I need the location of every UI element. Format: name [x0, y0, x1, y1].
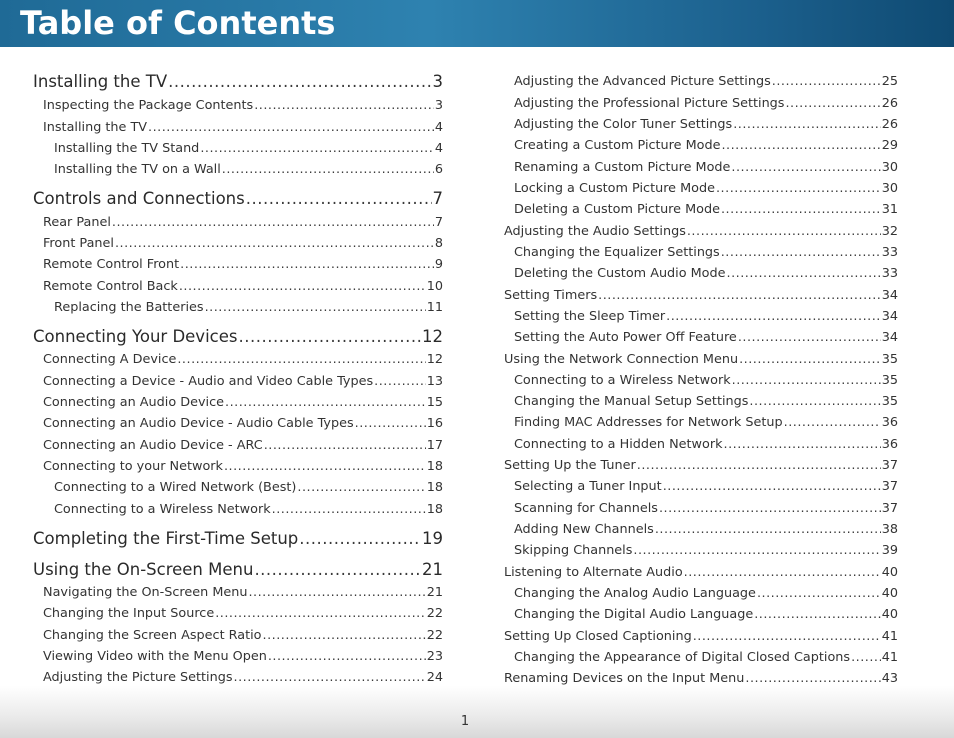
toc-entry-page: 43: [881, 671, 898, 686]
toc-entry-title: Using the Network Connection Menu: [504, 352, 739, 367]
toc-dot-leader: [772, 74, 881, 89]
toc-dot-leader: [268, 649, 426, 664]
toc-entry-page: 37: [881, 501, 898, 516]
toc-entry[interactable]: [514, 96, 898, 111]
toc-entry[interactable]: [504, 288, 898, 303]
toc-entry-page: 22: [426, 628, 443, 643]
toc-entry[interactable]: [514, 394, 898, 409]
toc-entry[interactable]: [504, 565, 898, 580]
toc-entry[interactable]: [504, 352, 898, 367]
toc-dot-leader: [745, 671, 880, 686]
toc-entry-page: 31: [881, 202, 898, 217]
toc-entry-title: Installing the TV on a Wall: [54, 162, 221, 177]
toc-dot-leader: [727, 266, 881, 281]
toc-entry-page: 36: [881, 437, 898, 452]
toc-entry-page: 40: [881, 565, 898, 580]
toc-entry[interactable]: [43, 416, 443, 431]
toc-entry-page: 23: [426, 649, 443, 664]
toc-entry-title: Scanning for Channels: [514, 501, 658, 516]
toc-entry-title: Adjusting the Advanced Picture Settings: [514, 74, 771, 89]
toc-entry-title: Setting Timers: [504, 288, 598, 303]
toc-entry-title: Adjusting the Audio Settings: [504, 224, 686, 239]
toc-dot-leader: [633, 543, 880, 558]
toc-entry-title: Listening to Alternate Audio: [504, 565, 683, 580]
toc-entry-page: 39: [881, 543, 898, 558]
toc-dot-leader: [355, 416, 426, 431]
toc-entry-page: 9: [434, 257, 443, 272]
toc-entry-title: Inspecting the Package Contents: [43, 98, 254, 113]
toc-dot-leader: [263, 628, 426, 643]
toc-entry[interactable]: [43, 257, 443, 272]
toc-entry[interactable]: [33, 189, 443, 208]
toc-entry[interactable]: [514, 266, 898, 281]
toc-entry[interactable]: [33, 327, 443, 346]
toc-entry[interactable]: [514, 202, 898, 217]
toc-entry[interactable]: [514, 309, 898, 324]
toc-entry-page: 41: [881, 650, 898, 665]
toc-entry[interactable]: [514, 74, 898, 89]
toc-entry-title: Deleting a Custom Picture Mode: [514, 202, 720, 217]
toc-entry-title: Connecting an Audio Device: [43, 395, 224, 410]
toc-dot-leader: [659, 501, 881, 516]
toc-entry-title: Adjusting the Picture Settings: [43, 670, 233, 685]
toc-entry-title: Connecting to a Hidden Network: [514, 437, 723, 452]
toc-entry-page: 22: [426, 606, 443, 621]
toc-entry-page: 16: [426, 416, 443, 431]
toc-entry-page: 34: [881, 330, 898, 345]
toc-entry[interactable]: [514, 415, 898, 430]
toc-entry[interactable]: [514, 160, 898, 175]
toc-dot-leader: [112, 215, 434, 230]
toc-entry-title: Changing the Manual Setup Settings: [514, 394, 749, 409]
toc-entry-title: Remote Control Back: [43, 279, 178, 294]
toc-entry[interactable]: [43, 215, 443, 230]
toc-dot-leader: [222, 162, 434, 177]
toc-entry-title: Viewing Video with the Menu Open: [43, 649, 267, 664]
toc-entry-title: Locking a Custom Picture Mode: [514, 181, 715, 196]
toc-entry-page: 10: [426, 279, 443, 294]
toc-entry-page: 11: [426, 300, 443, 315]
toc-dot-leader: [684, 565, 881, 580]
toc-entry-title: Finding MAC Addresses for Network Setup: [514, 415, 783, 430]
toc-entry-page: 21: [422, 560, 443, 579]
toc-dot-leader: [733, 117, 881, 132]
toc-entry-title: Renaming a Custom Picture Mode: [514, 160, 731, 175]
page-title: Table of Contents: [20, 4, 336, 42]
toc-entry-page: 24: [426, 670, 443, 685]
toc-entry[interactable]: [504, 458, 898, 473]
toc-entry-page: 29: [881, 138, 898, 153]
toc-entry-title: Installing the TV Stand: [54, 141, 200, 156]
toc-entry-page: 12: [422, 327, 443, 346]
toc-entry-page: 18: [426, 459, 443, 474]
toc-entry-title: Setting Up Closed Captioning: [504, 629, 692, 644]
toc-entry[interactable]: [504, 629, 898, 644]
toc-dot-leader: [254, 98, 434, 113]
toc-entry-title: Changing the Appearance of Digital Closed Captions: [514, 650, 851, 665]
toc-dot-leader: [785, 96, 880, 111]
toc-entry-page: 38: [881, 522, 898, 537]
toc-dot-leader: [297, 480, 425, 495]
toc-entry-title: Connecting a Device - Audio and Video Cable Types: [43, 374, 374, 389]
toc-entry-title: Connecting to a Wireless Network: [514, 373, 731, 388]
toc-entry-page: 41: [881, 629, 898, 644]
toc-dot-leader: [666, 309, 881, 324]
toc-entry-title: Setting the Sleep Timer: [514, 309, 666, 324]
toc-entry-page: 36: [881, 415, 898, 430]
toc-dot-leader: [180, 257, 434, 272]
toc-dot-leader: [655, 522, 881, 537]
toc-entry-title: Using the On-Screen Menu: [33, 560, 254, 579]
toc-dot-leader: [732, 373, 881, 388]
toc-dot-leader: [738, 330, 881, 345]
toc-entry-page: 18: [426, 480, 443, 495]
toc-entry-page: 21: [426, 585, 443, 600]
toc-entry-title: Adjusting the Professional Picture Settings: [514, 96, 785, 111]
toc-entry-page: 4: [434, 120, 443, 135]
toc-entry[interactable]: [504, 224, 898, 239]
toc-entry-page: 3: [434, 98, 443, 113]
toc-entry[interactable]: [514, 650, 898, 665]
toc-dot-leader: [693, 629, 881, 644]
toc-dot-leader: [754, 607, 880, 622]
toc-entry[interactable]: [514, 522, 898, 537]
toc-entry[interactable]: [514, 501, 898, 516]
toc-entry-title: Replacing the Batteries: [54, 300, 204, 315]
toc-entry-page: 6: [434, 162, 443, 177]
toc-entry-page: 13: [426, 374, 443, 389]
toc-entry-page: 37: [881, 479, 898, 494]
toc-entry-page: 40: [881, 607, 898, 622]
toc-entry-title: Installing the TV: [33, 72, 168, 91]
toc-entry-title: Setting the Auto Power Off Feature: [514, 330, 737, 345]
toc-entry-title: Setting Up the Tuner: [504, 458, 636, 473]
toc-entry-page: 15: [426, 395, 443, 410]
toc-entry[interactable]: [43, 628, 443, 643]
toc-entry-title: Connecting Your Devices: [33, 327, 238, 346]
toc-entry-title: Connecting A Device: [43, 352, 177, 367]
toc-entry[interactable]: [43, 374, 443, 389]
toc-entry[interactable]: [33, 72, 443, 91]
toc-entry[interactable]: [43, 438, 443, 453]
toc-entry-page: 30: [881, 160, 898, 175]
toc-entry-page: 8: [434, 236, 443, 251]
toc-entry-title: Connecting an Audio Device - ARC: [43, 438, 263, 453]
toc-entry-title: Adding New Channels: [514, 522, 654, 537]
toc-entry-title: Connecting an Audio Device - Audio Cable Types: [43, 416, 354, 431]
toc-dot-leader: [205, 300, 426, 315]
toc-entry[interactable]: [504, 671, 898, 686]
toc-entry-page: 17: [426, 438, 443, 453]
toc-entry[interactable]: [514, 373, 898, 388]
toc-entry-page: 12: [426, 352, 443, 367]
toc-dot-leader: [749, 394, 880, 409]
toc-entry[interactable]: [54, 480, 443, 495]
toc-entry-page: 40: [881, 586, 898, 601]
toc-dot-leader: [374, 374, 426, 389]
toc-entry[interactable]: [514, 245, 898, 260]
toc-entry[interactable]: [43, 395, 443, 410]
toc-entry-page: 7: [432, 189, 443, 208]
toc-dot-leader: [238, 327, 421, 346]
toc-dot-leader: [598, 288, 881, 303]
toc-dot-leader: [272, 502, 426, 517]
toc-entry[interactable]: [43, 352, 443, 367]
toc-entry-page: 25: [881, 74, 898, 89]
toc-entry[interactable]: [43, 459, 443, 474]
toc-entry-page: 18: [426, 502, 443, 517]
toc-entry[interactable]: [43, 585, 443, 600]
toc-entry-page: 30: [881, 181, 898, 196]
toc-entry[interactable]: [514, 479, 898, 494]
toc-entry-page: 26: [881, 117, 898, 132]
toc-entry[interactable]: [54, 141, 443, 156]
toc-dot-leader: [299, 529, 421, 548]
toc-dot-leader: [225, 395, 426, 410]
toc-dot-leader: [739, 352, 881, 367]
toc-entry-title: Changing the Screen Aspect Ratio: [43, 628, 262, 643]
toc-entry-title: Changing the Input Source: [43, 606, 215, 621]
toc-entry-title: Selecting a Tuner Input: [514, 479, 662, 494]
toc-entry-title: Navigating the On-Screen Menu: [43, 585, 248, 600]
toc-dot-leader: [179, 279, 426, 294]
toc-entry[interactable]: [514, 181, 898, 196]
toc-dot-leader: [246, 189, 432, 208]
toc-dot-leader: [663, 479, 881, 494]
toc-entry[interactable]: [33, 560, 443, 579]
toc-dot-leader: [224, 459, 426, 474]
toc-entry-title: Adjusting the Color Tuner Settings: [514, 117, 733, 132]
toc-entry[interactable]: [514, 607, 898, 622]
toc-entry[interactable]: [43, 279, 443, 294]
toc-entry-title: Connecting to a Wireless Network: [54, 502, 271, 517]
toc-entry-title: Deleting the Custom Audio Mode: [514, 266, 726, 281]
toc-entry-title: Controls and Connections: [33, 189, 245, 208]
toc-entry-title: Connecting to a Wired Network (Best): [54, 480, 297, 495]
toc-dot-leader: [248, 585, 425, 600]
toc-dot-leader: [757, 586, 881, 601]
toc-dot-leader: [851, 650, 881, 665]
toc-entry-page: 37: [881, 458, 898, 473]
toc-dot-leader: [254, 560, 421, 579]
toc-entry[interactable]: [54, 162, 443, 177]
toc-entry-page: 35: [881, 352, 898, 367]
toc-dot-leader: [177, 352, 425, 367]
toc-entry-title: Front Panel: [43, 236, 114, 251]
toc-entry[interactable]: [43, 649, 443, 664]
toc-dot-leader: [168, 72, 431, 91]
toc-entry[interactable]: [514, 437, 898, 452]
toc-dot-leader: [200, 141, 434, 156]
toc-entry[interactable]: [514, 138, 898, 153]
toc-entry-title: Changing the Equalizer Settings: [514, 245, 720, 260]
toc-entry[interactable]: [43, 236, 443, 251]
toc-entry[interactable]: [514, 586, 898, 601]
toc-entry[interactable]: [54, 300, 443, 315]
toc-entry-page: 33: [881, 266, 898, 281]
toc-entry-title: Changing the Digital Audio Language: [514, 607, 754, 622]
toc-entry-title: Renaming Devices on the Input Menu: [504, 671, 745, 686]
toc-dot-leader: [721, 138, 880, 153]
page-number: 1: [460, 714, 470, 729]
toc-entry-page: 35: [881, 373, 898, 388]
toc-entry-title: Remote Control Front: [43, 257, 180, 272]
toc-entry-title: Rear Panel: [43, 215, 111, 230]
toc-dot-leader: [637, 458, 881, 473]
toc-entry-title: Installing the TV: [43, 120, 148, 135]
toc-entry[interactable]: [43, 120, 443, 135]
toc-dot-leader: [731, 160, 880, 175]
toc-entry-page: 19: [422, 529, 443, 548]
toc-entry[interactable]: [33, 529, 443, 548]
toc-entry-page: 7: [434, 215, 443, 230]
toc-dot-leader: [784, 415, 881, 430]
toc-entry-page: 26: [881, 96, 898, 111]
toc-entry-page: 35: [881, 394, 898, 409]
toc-entry-title: Skipping Channels: [514, 543, 633, 558]
toc-entry[interactable]: [43, 98, 443, 113]
toc-entry[interactable]: [43, 670, 443, 685]
toc-entry[interactable]: [514, 330, 898, 345]
toc-dot-leader: [115, 236, 434, 251]
toc-entry-title: Connecting to your Network: [43, 459, 223, 474]
toc-dot-leader: [716, 181, 881, 196]
toc-entry-page: 33: [881, 245, 898, 260]
toc-dot-leader: [264, 438, 426, 453]
toc-dot-leader: [148, 120, 434, 135]
toc-entry-page: 32: [881, 224, 898, 239]
toc-entry[interactable]: [514, 543, 898, 558]
toc-dot-leader: [721, 202, 881, 217]
toc-dot-leader: [721, 245, 881, 260]
toc-dot-leader: [687, 224, 881, 239]
toc-dot-leader: [234, 670, 426, 685]
footer-bar: [0, 686, 954, 738]
header-banner: [0, 0, 954, 47]
toc-entry[interactable]: [514, 117, 898, 132]
toc-entry-page: 4: [434, 141, 443, 156]
toc-entry-page: 34: [881, 288, 898, 303]
toc-dot-leader: [724, 437, 881, 452]
toc-entry-title: Completing the First-Time Setup: [33, 529, 299, 548]
toc-entry-page: 3: [432, 72, 443, 91]
toc-entry-page: 34: [881, 309, 898, 324]
toc-entry[interactable]: [54, 502, 443, 517]
toc-entry-title: Changing the Analog Audio Language: [514, 586, 756, 601]
toc-entry[interactable]: [43, 606, 443, 621]
toc-entry-title: Creating a Custom Picture Mode: [514, 138, 721, 153]
toc-dot-leader: [215, 606, 426, 621]
